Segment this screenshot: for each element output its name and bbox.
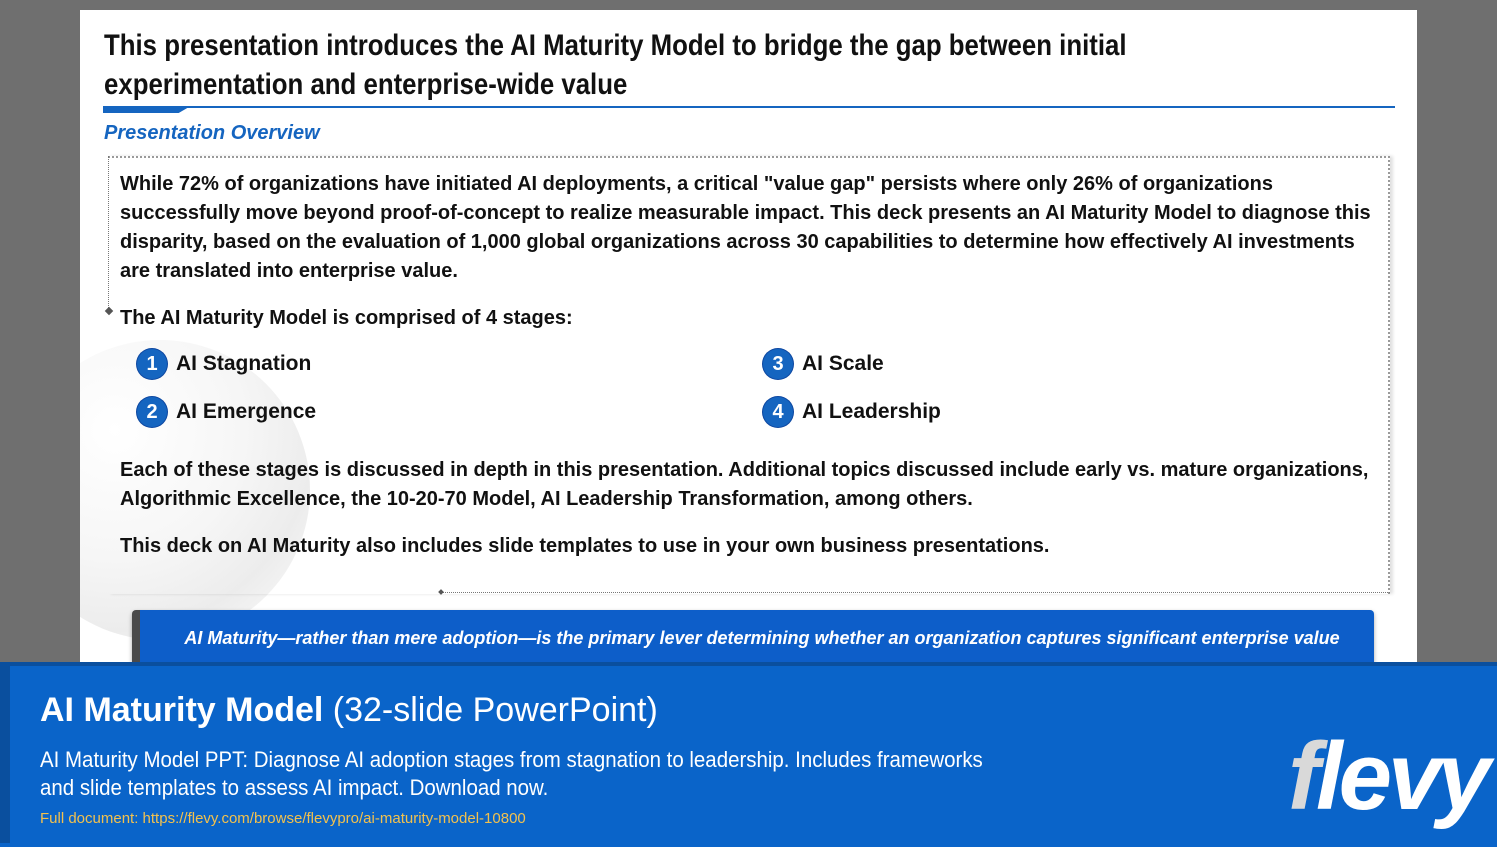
topics-paragraph: Each of these stages is discussed in depth in this presentation. Additional topics discussed include early vs. mature organizations, Algorithmic Excellence, the 10-20-70 Model, AI Leadership Transformation, among others. [120, 459, 1369, 510]
stages-intro: The AI Maturity Model is comprised of 4 stages: [120, 307, 573, 329]
slide-title: This presentation introduces the AI Maturity Model to bridge the gap between initial experimentation and enterprise-wide value [104, 29, 1127, 101]
stage-label: AI Scale [802, 352, 884, 375]
stage-item [137, 396, 316, 428]
overview-box-bottom-border [442, 592, 1390, 593]
number-badge: 1 [137, 349, 167, 379]
stage-item [763, 348, 884, 380]
stage-label: AI Leadership [802, 400, 941, 423]
title-divider-accent [103, 107, 189, 113]
overview-box-left-border [108, 156, 109, 308]
number-badge: 3 [763, 349, 793, 379]
stage-item [763, 396, 941, 428]
slide [80, 10, 1417, 690]
document-link[interactable]: Full document: https://flevy.com/browse/flevypro/ai-maturity-model-10800 [40, 810, 526, 827]
banner-description: AI Maturity Model PPT: Diagnose AI adoption stages from stagnation to leadership. Includes frameworks and slide templates to assess AI impact. Download now. [40, 747, 983, 800]
banner-title [40, 688, 658, 732]
number-badge: 2 [137, 397, 167, 427]
flevy-logo[interactable]: flevy [1288, 723, 1487, 830]
stage-item [137, 348, 311, 380]
banner-title-rest: (32-slide PowerPoint) [323, 691, 658, 729]
banner-edge [0, 666, 10, 843]
title-divider [103, 106, 1395, 108]
number-badge: 4 [763, 397, 793, 427]
templates-paragraph: This deck on AI Maturity also includes slide templates to use in your own business presentations. [120, 535, 1050, 557]
stage-label: AI Emergence [176, 400, 317, 423]
callout-text: AI Maturity—rather than mere adoption—is the primary lever determining whether an organization captures significant enterprise value [184, 628, 1340, 648]
stage-label: AI Stagnation [176, 352, 312, 375]
overview-paragraph: While 72% of organizations have initiated AI deployments, a critical "value gap" persists where only 26% of organizations successfully move beyond proof-of-concept to realize measurable impact. This deck presents an AI Maturity Model to diagnose this disparity, based on the evaluation of 1,000 global organizations across 30 capabilities to determine how effectively AI investments are translated into enterprise value. [120, 173, 1371, 282]
banner-title-bold: AI Maturity Model [40, 691, 324, 729]
section-heading: Presentation Overview [104, 122, 320, 144]
